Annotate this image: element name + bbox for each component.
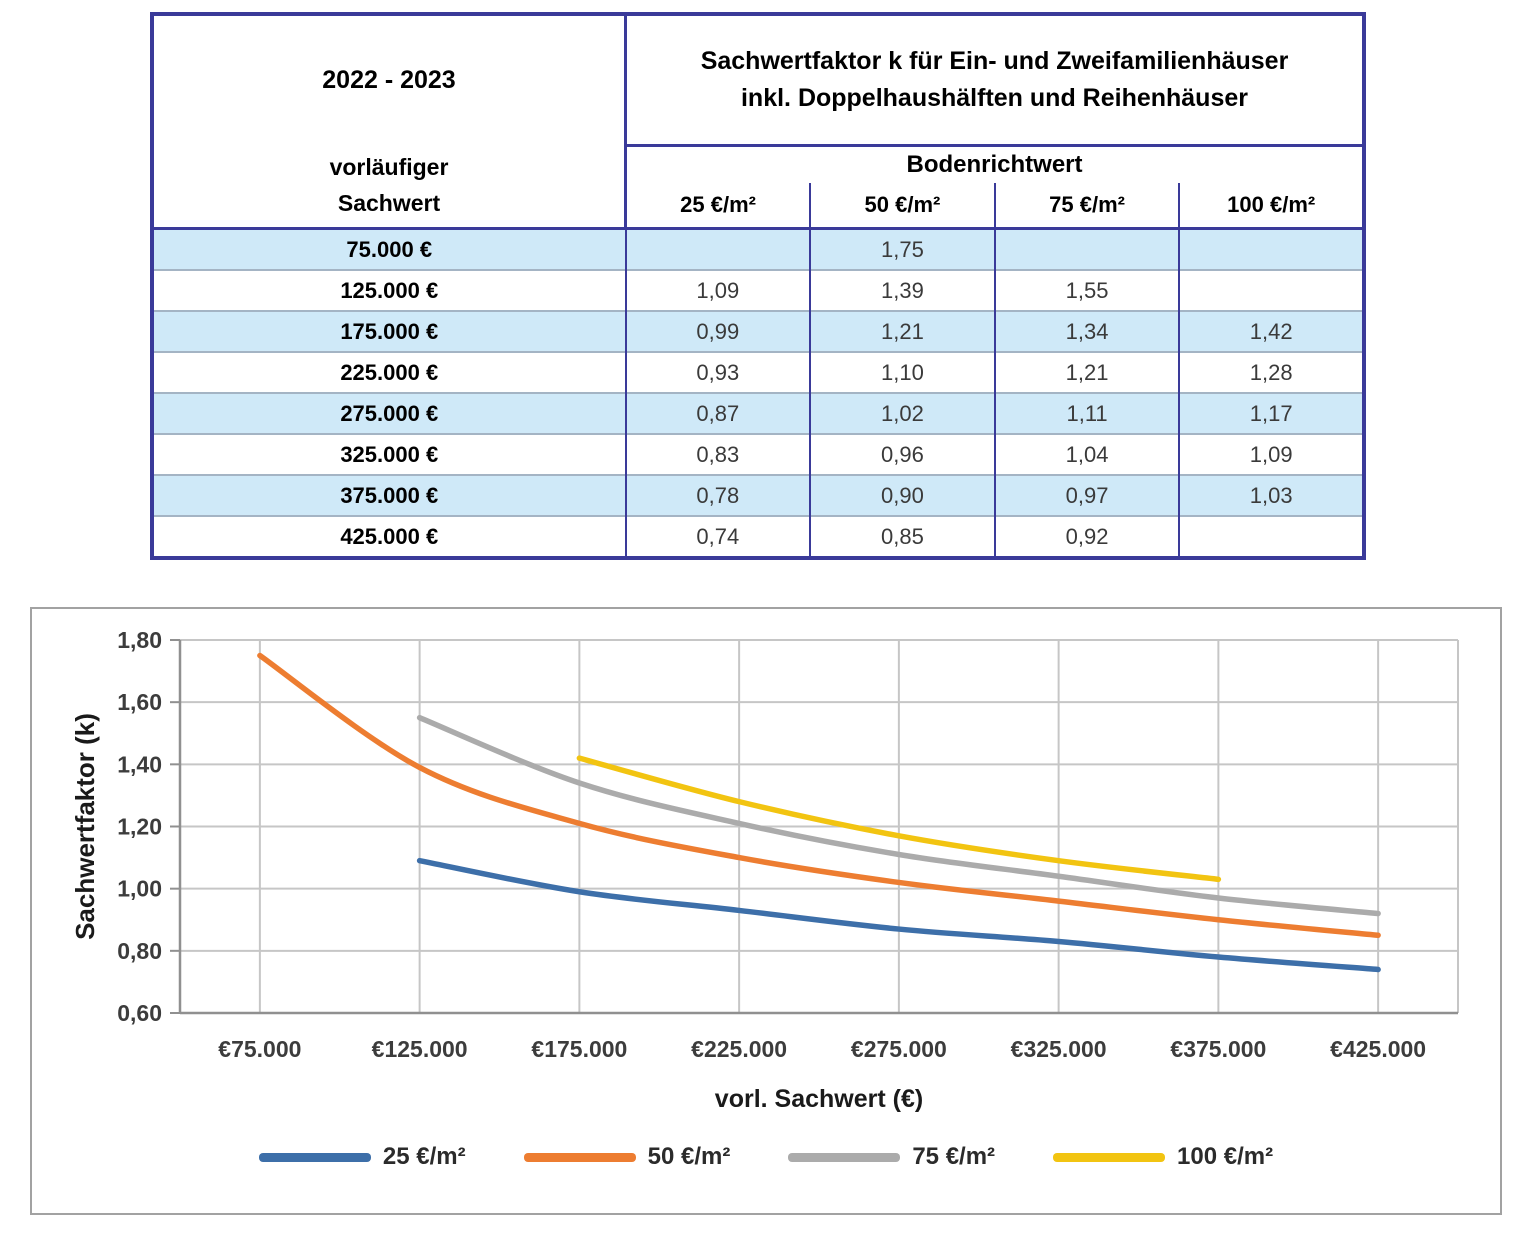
table-period: 2022 - 2023 xyxy=(322,66,456,94)
chart-legend xyxy=(32,1143,1500,1171)
x-tick-label: €175.000 xyxy=(531,1036,628,1062)
table-title-cell xyxy=(626,14,1365,146)
value-cell: 0,96 xyxy=(810,434,995,475)
x-axis-title: vorl. Sachwert (€) xyxy=(714,1085,924,1113)
table-row xyxy=(152,393,1364,434)
y-tick-label: 1,00 xyxy=(117,875,162,902)
value-cell: 1,17 xyxy=(1179,393,1364,434)
legend-item-100 €/m² xyxy=(1053,1143,1273,1171)
value-cell: 1,34 xyxy=(995,311,1180,352)
value-cell: 0,92 xyxy=(995,516,1180,558)
table-row xyxy=(152,516,1364,558)
value-cell: 1,11 xyxy=(995,393,1180,434)
x-tick-label: €225.000 xyxy=(691,1036,788,1062)
row-label-cell: 225.000 € xyxy=(152,352,626,393)
value-cell: 1,02 xyxy=(810,393,995,434)
value-cell: 0,90 xyxy=(810,475,995,516)
table-title-line2: inkl. Doppelhaushälften und Reihenhäuser xyxy=(740,84,1248,112)
chart-svg xyxy=(32,609,1500,1139)
row-label-cell: 375.000 € xyxy=(152,475,626,516)
legend-item-50 €/m² xyxy=(524,1143,731,1171)
row-label-cell: 75.000 € xyxy=(346,236,433,262)
table-row xyxy=(152,270,1364,311)
row-header-line2: Sachwert xyxy=(337,189,441,216)
table-row xyxy=(152,475,1364,516)
row-label-cell: 175.000 € xyxy=(152,311,626,352)
x-tick-label: €125.000 xyxy=(371,1036,468,1062)
y-tick-label: 1,40 xyxy=(117,751,162,778)
table-title-row xyxy=(152,14,1364,146)
legend-swatch-icon xyxy=(259,1153,371,1162)
legend-item-75 €/m² xyxy=(788,1143,995,1171)
table-left-header-cell xyxy=(152,14,626,229)
value-cell xyxy=(1179,270,1364,311)
x-tick-label: €275.000 xyxy=(850,1036,947,1062)
column-header-25: 25 €/m² xyxy=(626,183,811,229)
value-cell xyxy=(626,229,811,271)
x-tick-label: €75.000 xyxy=(218,1036,302,1062)
table-row xyxy=(152,352,1364,393)
value-cell: 1,28 xyxy=(1179,352,1364,393)
x-tick-label: €425.000 xyxy=(1330,1036,1427,1062)
value-cell: 0,85 xyxy=(810,516,995,558)
table-row xyxy=(152,229,1364,271)
sachwertfaktor-table xyxy=(150,12,1366,560)
value-cell: 0,93 xyxy=(626,352,811,393)
row-label-cell: 425.000 € xyxy=(152,516,626,558)
value-cell: 1,39 xyxy=(810,270,995,311)
row-header-line1: vorläufiger xyxy=(329,153,449,180)
y-tick-label: 0,60 xyxy=(117,1000,162,1026)
series-line-50 €/m² xyxy=(260,656,1378,936)
value-cell: 1,03 xyxy=(1179,475,1364,516)
value-cell: 1,75 xyxy=(810,229,995,271)
row-label-cell: 125.000 € xyxy=(152,270,626,311)
table-row xyxy=(152,434,1364,475)
y-tick-label: 0,80 xyxy=(117,937,162,964)
value-cell xyxy=(1179,516,1364,558)
y-tick-label: 1,60 xyxy=(117,689,162,716)
table-body xyxy=(152,229,1364,559)
table-row xyxy=(152,311,1364,352)
table-row-axis-header xyxy=(154,145,624,227)
legend-label: 100 €/m² xyxy=(1177,1143,1274,1170)
value-cell: 1,21 xyxy=(995,352,1180,393)
value-cell xyxy=(1179,229,1364,271)
value-cell: 1,42 xyxy=(1179,311,1364,352)
group-header-cell: Bodenrichtwert xyxy=(626,146,1365,184)
value-cell: 1,21 xyxy=(810,311,995,352)
value-cell: 0,97 xyxy=(995,475,1180,516)
legend-label: 25 €/m² xyxy=(382,1143,466,1170)
value-cell: 1,09 xyxy=(1179,434,1364,475)
chart-container xyxy=(30,607,1502,1215)
value-cell: 1,10 xyxy=(810,352,995,393)
column-header-75: 75 €/m² xyxy=(995,183,1180,229)
legend-label: 75 €/m² xyxy=(912,1143,996,1170)
y-axis-title: Sachwertfaktor (k) xyxy=(70,713,100,940)
x-tick-label: €375.000 xyxy=(1170,1036,1267,1062)
y-tick-label: 1,20 xyxy=(117,813,162,840)
value-cell: 0,99 xyxy=(626,311,811,352)
legend-swatch-icon xyxy=(524,1153,636,1162)
y-tick-label: 1,80 xyxy=(117,627,162,653)
x-tick-label: €325.000 xyxy=(1010,1036,1107,1062)
row-label-cell: 275.000 € xyxy=(152,393,626,434)
legend-label: 50 €/m² xyxy=(647,1143,731,1170)
legend-swatch-icon xyxy=(788,1153,900,1162)
value-cell: 0,74 xyxy=(626,516,811,558)
value-cell: 0,83 xyxy=(626,434,811,475)
table-header xyxy=(152,14,1364,229)
legend-item-25 €/m² xyxy=(259,1143,466,1171)
value-cell: 1,55 xyxy=(995,270,1180,311)
legend-swatch-icon xyxy=(1053,1153,1165,1162)
value-cell: 1,04 xyxy=(995,434,1180,475)
table-title-line1: Sachwertfaktor k für Ein- und Zweifamilienhäuser xyxy=(700,46,1289,75)
value-cell: 0,87 xyxy=(626,393,811,434)
row-label-cell: 325.000 € xyxy=(152,434,626,475)
column-header-100: 100 €/m² xyxy=(1179,183,1364,229)
value-cell xyxy=(995,229,1180,271)
value-cell: 0,78 xyxy=(626,475,811,516)
column-header-50: 50 €/m² xyxy=(810,183,995,229)
value-cell: 1,09 xyxy=(626,270,811,311)
